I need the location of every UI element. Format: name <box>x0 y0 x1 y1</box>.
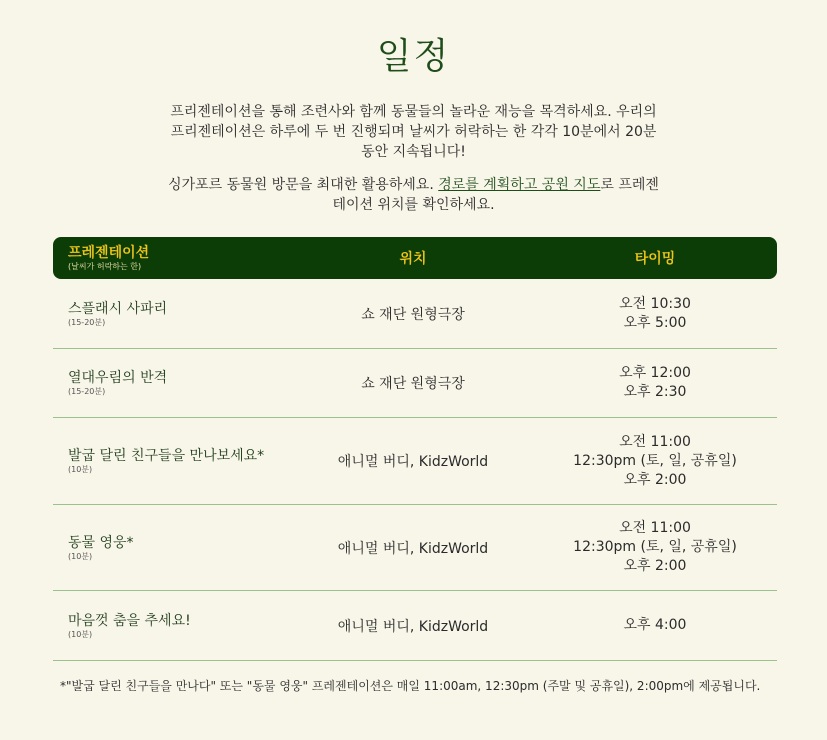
table-row <box>53 418 777 505</box>
location-cell: 애니멀 버디, KidzWorld <box>337 618 489 635</box>
header-location: 위치 <box>399 251 427 267</box>
intro-paragraph-2-end: 로 프레젠테이션 위치를 확인하세요. <box>332 177 659 213</box>
presentation-name: 열대우림의 반격 <box>68 370 168 386</box>
timing-value: 오후 2:00 <box>623 558 687 574</box>
timing-cell <box>533 519 777 576</box>
intro-paragraph-2 <box>163 175 664 215</box>
timing-value: 오전 11:00 <box>619 433 691 450</box>
table-row <box>53 279 777 349</box>
timing-cell <box>533 616 777 635</box>
timing-value: 12:30pm (토, 일, 공휴일) <box>573 539 737 555</box>
location-cell: 애니멀 버디, KidzWorld <box>337 540 489 557</box>
presentation-duration: (15-20분) <box>68 387 106 396</box>
header-presentation-label: 프레젠테이션 <box>68 244 150 261</box>
footnote: *"발굽 달린 친구들을 만나다" 또는 "동물 영웅" 프레젠테이션은 매일 11:00am, 12:30pm (주말 및 공휴일), 2:00pm에 제공됩니다. <box>60 679 761 693</box>
page-title: 일정 <box>376 36 451 77</box>
header-timing: 타이밍 <box>634 251 676 267</box>
timing-value: 오후 2:30 <box>623 384 687 400</box>
timing-value: 12:30pm (토, 일, 공휴일) <box>573 452 737 469</box>
timing-value: 오전 10:30 <box>619 295 691 312</box>
timing-value: 오후 2:00 <box>623 471 687 488</box>
intro-text <box>163 102 664 228</box>
schedule-table-header <box>53 237 777 279</box>
presentation-name: 마음껏 춤을 추세요! <box>68 612 191 629</box>
location-cell: 애니멀 버디, KidzWorld <box>337 454 489 470</box>
presentation-cell <box>53 300 293 328</box>
plan-route-map-link[interactable]: 경로를 계획하고 공원 지도 <box>438 177 601 193</box>
timing-value: 오후 4:00 <box>623 617 687 633</box>
location-cell: 쇼 재단 원형극장 <box>361 306 465 323</box>
table-row <box>53 505 777 591</box>
presentation-duration: (10분) <box>68 465 93 474</box>
timing-cell <box>533 433 777 490</box>
timing-value: 오후 12:00 <box>619 365 691 381</box>
presentation-name: 동물 영웅* <box>68 534 134 551</box>
presentation-cell <box>53 369 293 397</box>
presentation-duration: (10분) <box>68 629 93 639</box>
schedule-table <box>53 237 777 661</box>
presentation-name: 발굽 달린 친구들을 만나보세요* <box>68 448 265 464</box>
header-presentation-note: (날씨가 허락하는 한) <box>68 261 142 271</box>
presentation-name: 스플래시 사파리 <box>68 300 168 317</box>
timing-value: 오전 11:00 <box>619 520 691 536</box>
presentation-cell <box>53 612 293 640</box>
intro-paragraph-2-start: 싱가포르 동물원 방문을 최대한 활용하세요. <box>168 177 439 193</box>
location-cell: 쇼 재단 원형극장 <box>361 376 465 392</box>
presentation-cell <box>53 534 293 562</box>
header-presentation <box>53 245 293 272</box>
presentation-cell <box>53 447 293 475</box>
table-row <box>53 349 777 418</box>
presentation-duration: (10분) <box>68 551 93 561</box>
timing-cell <box>533 295 777 333</box>
timing-cell <box>533 364 777 402</box>
presentation-duration: (15-20분) <box>68 317 106 327</box>
table-row <box>53 591 777 661</box>
intro-paragraph-1: 프리젠테이션을 통해 조련사와 함께 동물들의 놀라운 재능을 목격하세요. 우리의 프리젠테이션은 하루에 두 번 진행되며 날씨가 허락하는 한 각각 10분에서 20분 동안 지속됩니다! <box>170 104 657 160</box>
timing-value: 오후 5:00 <box>623 314 687 331</box>
